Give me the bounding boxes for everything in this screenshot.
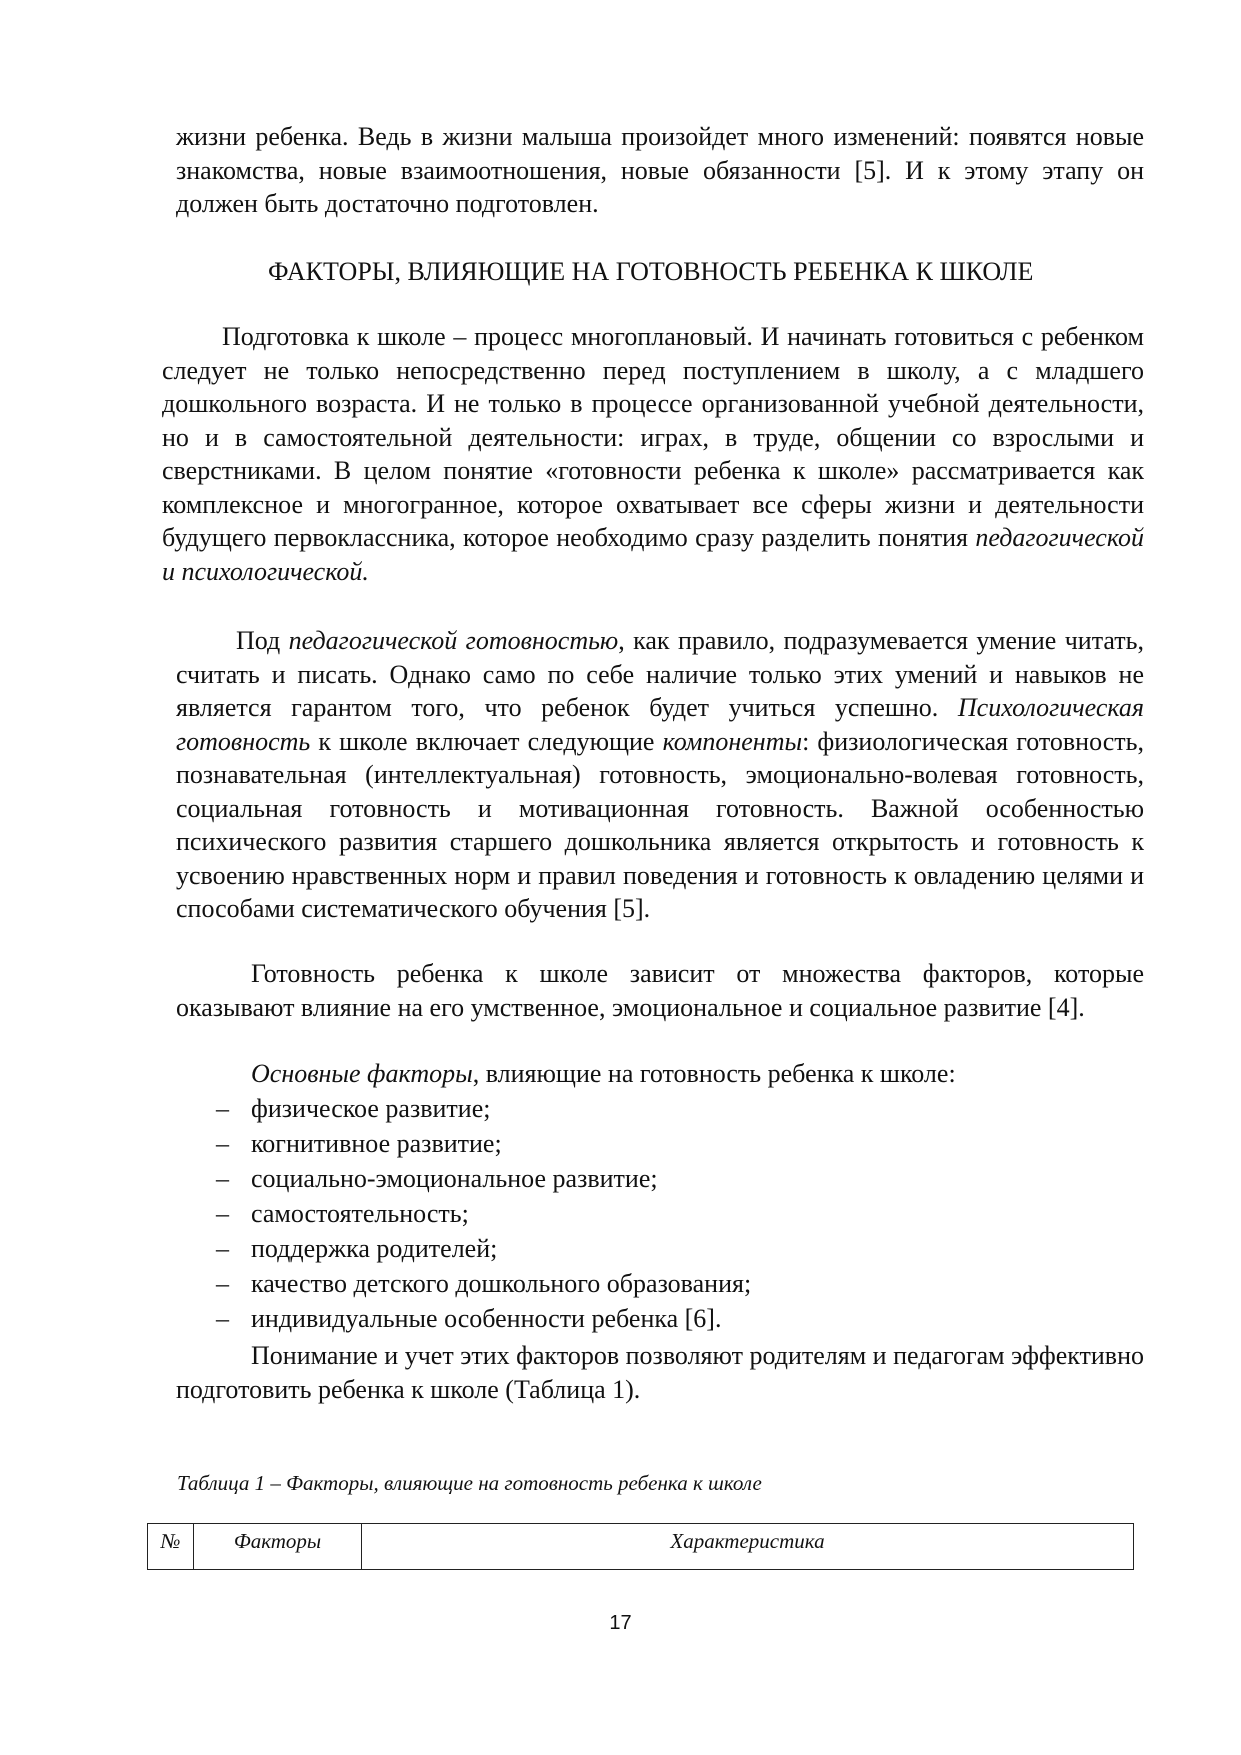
factors-list xyxy=(176,1091,751,1336)
paragraph-italic-term: Психологическая готовность xyxy=(176,693,1144,756)
paragraph-conclusion: Понимание и учет этих факторов позволяют родителям и педагогам эффективно подготовить ребенка к школе (Таблица 1). xyxy=(176,1341,1144,1404)
paragraph-italic-term: Основные факторы xyxy=(251,1059,473,1088)
list-dash: – xyxy=(216,1129,229,1158)
paragraph-text: , как правило, подразумевается умение читать, считать и писать. Однако само по себе наличие только этих умений и навыков не является гарантом того, что ребенок будет учиться успешно. xyxy=(176,626,1144,722)
list-dash: – xyxy=(216,1304,229,1333)
paragraph-text: Подготовка к школе – процесс многоплановый. И начинать готовиться с ребенком следует не только непосредственно перед поступлением в школу, а с младшего дошкольного возраста. И не только в процессе организованной учебной деятельности, но и в самостоятельной деятельности: играх, в труде, общении со взрослыми и сверстниками. В целом понятие «готовности ребенка к школе» рассматривается как комплексное и многогранное, которое охватывает все сферы жизни и деятельности будущего первоклассника, которое необходимо сразу разделить понятия xyxy=(162,322,1144,552)
paragraph-text: , влияющие на готовность ребенка к школе: xyxy=(472,1059,956,1088)
list-item-text: когнитивное развитие; xyxy=(251,1129,502,1158)
table-caption: Таблица 1 – Факторы, влияющие на готовность ребенка к школе xyxy=(177,1471,762,1495)
list-item-text: качество детского дошкольного образования; xyxy=(251,1269,752,1298)
paragraph-main-factors xyxy=(176,1057,1144,1091)
paragraph-text: : физиологическая готовность, познавательная (интеллектуальная) готовность, эмоционально-волевая готовность, социальная готовность и мотивационная готовность. Важной особенностью психического развития старшего дошкольника является открытость и готовность к усвоению нравственных норм и правил поведения и готовность к овладению целями и способами систематического обучения [5]. xyxy=(176,726,1144,923)
list-dash: – xyxy=(216,1199,229,1228)
list-item-text: самостоятельность; xyxy=(251,1199,469,1228)
list-item-text: социально-эмоциональное развитие; xyxy=(251,1164,658,1193)
list-item xyxy=(176,1091,751,1126)
paragraph-factors-intro: Готовность ребенка к школе зависит от множества факторов, которые оказывают влияние на его умственное, эмоциональное и социальное развитие [4]. xyxy=(176,959,1144,1022)
list-item xyxy=(176,1196,751,1231)
list-item xyxy=(176,1301,751,1336)
table-header-factors: Факторы xyxy=(194,1524,362,1570)
paragraph-pedagogical-readiness xyxy=(176,624,1144,926)
list-item xyxy=(176,1161,751,1196)
paragraph-italic-term: педагогической и психологической. xyxy=(162,523,1144,586)
section-heading: ФАКТОРЫ, ВЛИЯЮЩИЕ НА ГОТОВНОСТЬ РЕБЕНКА К ШКОЛЕ xyxy=(268,257,1034,286)
factors-table xyxy=(147,1523,1134,1570)
list-item xyxy=(176,1266,751,1301)
table-header-number: № xyxy=(148,1524,194,1570)
list-item xyxy=(176,1231,751,1266)
page-number: 17 xyxy=(609,1612,632,1634)
list-item xyxy=(176,1126,751,1161)
list-dash: – xyxy=(216,1094,229,1123)
paragraph-text: к школе включает следующие xyxy=(310,726,663,756)
paragraph-italic-term: компоненты xyxy=(662,726,803,756)
list-dash: – xyxy=(216,1269,229,1298)
table-header-row xyxy=(148,1524,1134,1570)
paragraph-text: Под xyxy=(236,626,289,655)
paragraph-preparation xyxy=(162,320,1144,588)
list-item-text: поддержка родителей; xyxy=(251,1234,498,1263)
table-header-characteristic: Характеристика xyxy=(362,1524,1134,1570)
list-dash: – xyxy=(216,1164,229,1193)
paragraph-italic-term: педагогической готовностью xyxy=(288,626,619,655)
list-item-text: индивидуальные особенности ребенка [6]. xyxy=(251,1304,722,1333)
list-dash: – xyxy=(216,1234,229,1263)
continuation-paragraph: жизни ребенка. Ведь в жизни малыша произойдет много изменений: появятся новые знакомства, новые взаимоотношения, новые обязанности [5]. И к этому этапу он должен быть достаточно подготовлен. xyxy=(176,122,1144,218)
list-item-text: физическое развитие; xyxy=(251,1094,491,1123)
